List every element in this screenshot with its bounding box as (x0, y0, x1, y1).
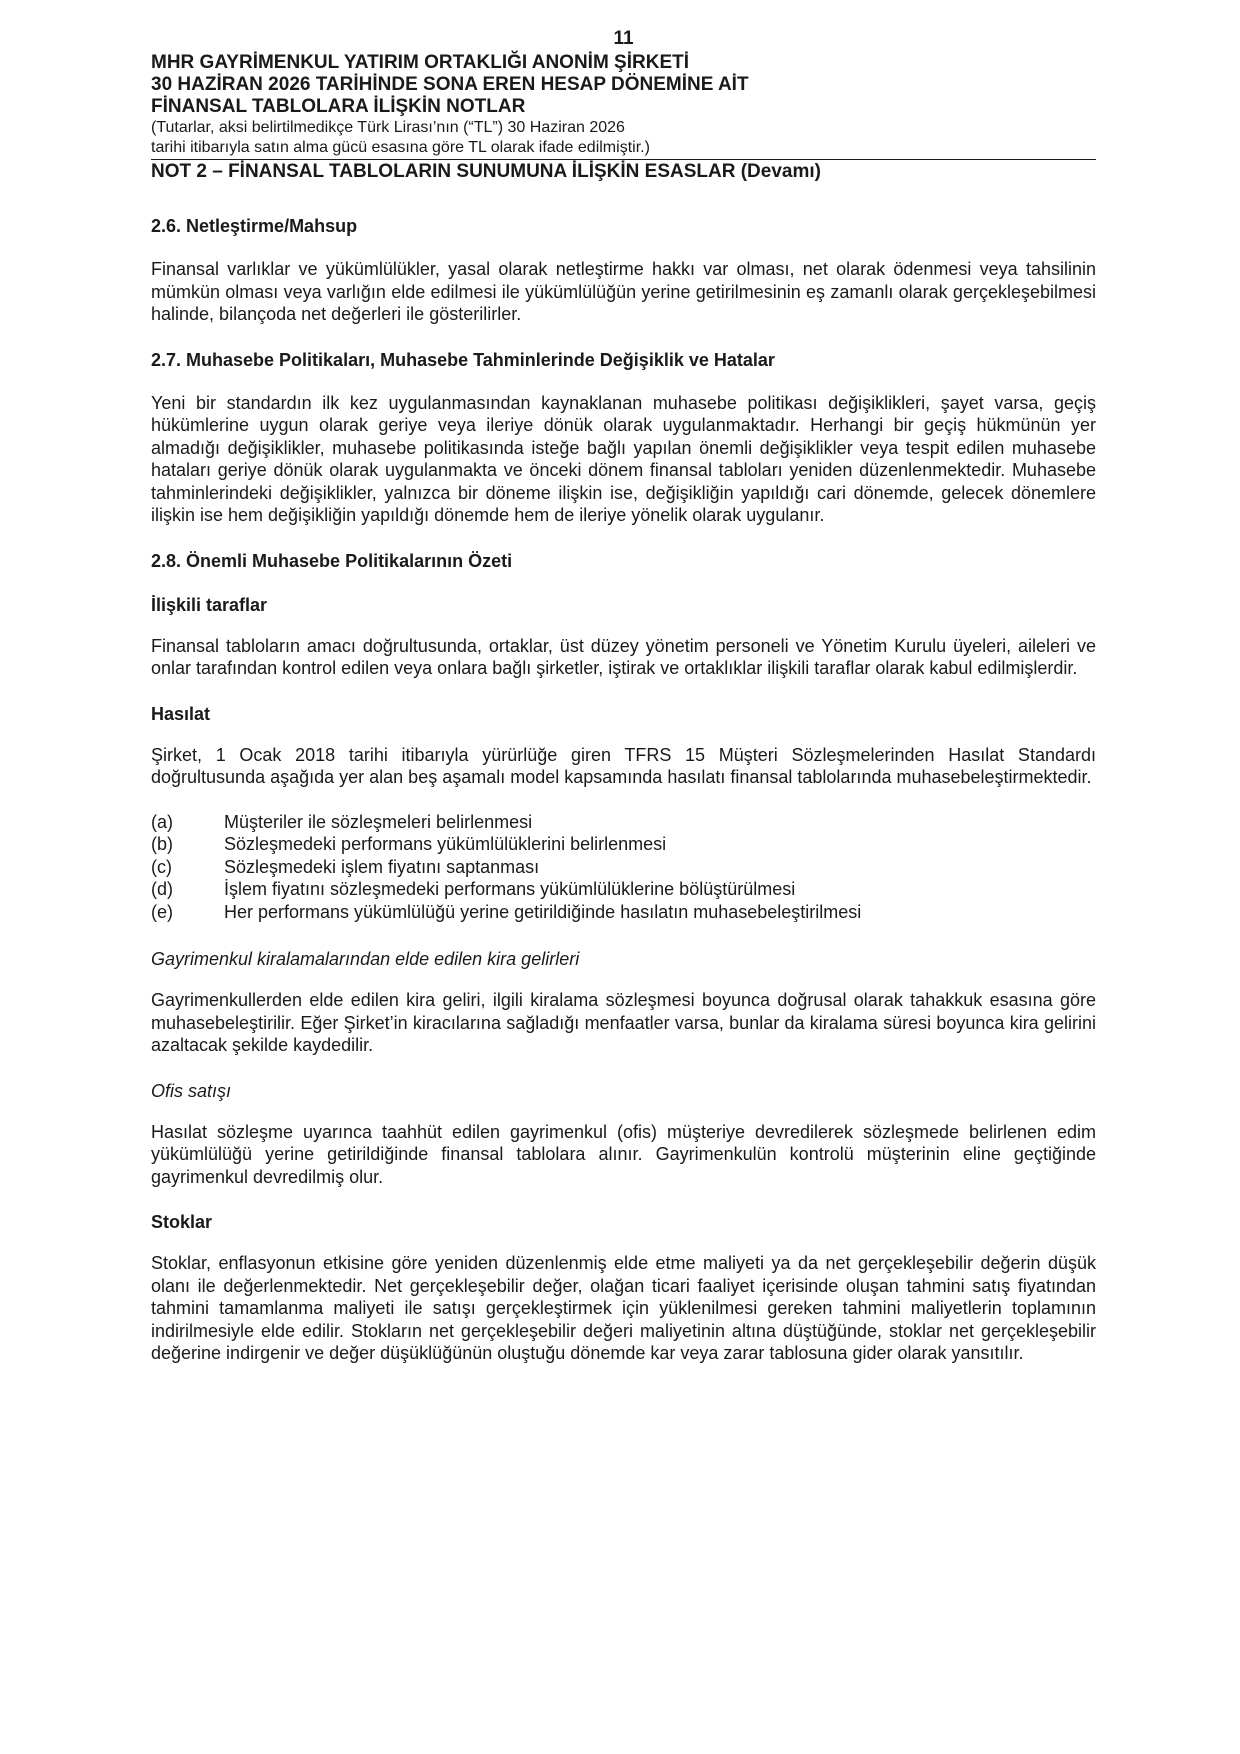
paragraph: Hasılat sözleşme uyarınca taahhüt edilen gayrimenkul (ofis) müşteriye devredilerek sözleşmede belirlenen edim yükümlülüğü yerine getirildiğinde finansal tablolara alınır. Gayrimenkulün kontrolü müşterinin eline geçtiğinde gayrimenkul devredilmiş olur. (151, 1121, 1096, 1187)
period-title: 30 HAZİRAN 2026 TARİHİNDE SONA EREN HESAP DÖNEMİNE AİT (151, 74, 749, 95)
company-name: MHR GAYRİMENKUL YATIRIM ORTAKLIĞI ANONİM ŞİRKETİ (151, 52, 690, 73)
note-title: NOT 2 – FİNANSAL TABLOLARIN SUNUMUNA İLİŞKİN ESASLAR (Devamı) (151, 161, 821, 182)
list-item-text: Müşteriler ile sözleşmeleri belirlenmesi (224, 811, 533, 832)
section-2-6 (151, 214, 1096, 326)
list-item (151, 833, 1096, 856)
currency-note-line1: (Tutarlar, aksi belirtilmedikçe Türk Lirası’nın (“TL”) 30 Haziran 2026 (151, 119, 625, 136)
paragraph: Yeni bir standardın ilk kez uygulanmasından kaynaklanan muhasebe politikası değişiklikleri, şayet varsa, geçiş hükümlerine uygun olarak geriye veya ileriye dönük olarak uygulanmaktadır. Herhangi bir geçiş hükmünün yer almadığı değişiklikler, muhasebe politikasında isteğe bağlı yapılan önemli değişiklikler veya tespit edilen muhasebe hataları geriye dönük olarak uygulanmakta ve önceki dönem finansal tabloları yeniden düzenlenmektedir. Muhasebe tahminlerindeki değişiklikler, yalnızca bir döneme ilişkin ise, değişikliğin yapıldığı cari dönemde, gelecek dönemlere ilişkin ise hem değişikliğin yapıldığı dönemde hem de ileriye yönelik olarak uygulanır. (151, 392, 1096, 525)
list-marker: (d) (151, 879, 173, 899)
revenue-steps-list (151, 811, 1096, 924)
subheading-rental-income: Gayrimenkul kiralamalarından elde edilen kira gelirleri (151, 949, 580, 969)
paragraph: Finansal varlıklar ve yükümlülükler, yasal olarak netleştirme hakkı var olması, net olarak ödenmesi veya tahsilinin mümkün olması veya varlığın elde edilmesi ile yükümlülüğün yerine getirilmesinin eş zamanlı olarak gerçekleşebilmesi halinde, bilançoda net değerleri ile gösterilirler. (151, 259, 1096, 324)
notes-title: FİNANSAL TABLOLARA İLİŞKİN NOTLAR (151, 96, 526, 117)
list-item-text: Her performans yükümlülüğü yerine getirildiğinde hasılatın muhasebeleştirilmesi (224, 901, 862, 922)
document-page (151, 28, 1096, 1387)
paragraph: Gayrimenkullerden elde edilen kira geliri, ilgili kiralama sözleşmesi boyunca doğrusal olarak tahakkuk esasına göre muhasebeleştirilir. Eğer Şirket’in kiracılarına sağladığı menfaatler varsa, bunlar da kiralama süresi boyunca kira gelirini azaltacak şekilde kaydedilir. (151, 990, 1096, 1055)
section-heading: 2.8. Önemli Muhasebe Politikalarının Özeti (151, 550, 513, 571)
currency-note-line2: tarihi itibarıyla satın alma gücü esasına göre TL olarak ifade edilmiştir.) (151, 139, 650, 156)
section-heading: 2.6. Netleştirme/Mahsup (151, 216, 358, 236)
list-item (151, 811, 1096, 834)
subsection-heading-revenue: Hasılat (151, 703, 211, 724)
subsection-heading-related-parties: İlişkili taraflar (151, 594, 268, 615)
section-2-7 (151, 348, 1096, 527)
list-item (151, 901, 1096, 924)
list-marker: (b) (151, 834, 173, 854)
paragraph: Stoklar, enflasyonun etkisine göre yeniden düzenlenmiş elde etme maliyeti ya da net gerçekleşebilir değerin düşük olanı ile değerlenmektedir. Net gerçekleşebilir değer, olağan ticari faaliyet içerisinde oluşan tahmini satış fiyatından tahmini tamamlanma maliyeti ile satışı gerçekleştirmek için yüklenilmesi gereken tahmini maliyetlerin toplamının indirilmesiyle elde edilir. Stokların net gerçekleşebilir değeri maliyetinin altına düştüğünde, stoklar net gerçekleşebilir değerine indirgenir ve değer düşüklüğünün oluştuğu dönemde kar veya zarar tablosuna gider olarak yansıtılır. (151, 1253, 1096, 1363)
list-marker: (e) (151, 901, 173, 922)
list-marker: (a) (151, 811, 173, 832)
page-number: 11 (613, 28, 634, 49)
section-2-8 (151, 549, 1096, 1365)
document-header (151, 52, 1096, 160)
list-item (151, 878, 1096, 901)
list-item-text: Sözleşmedeki performans yükümlülüklerini belirlenmesi (224, 834, 667, 854)
list-item-text: İşlem fiyatını sözleşmedeki performans yükümlülüklerine bölüştürülmesi (224, 879, 796, 899)
section-heading: 2.7. Muhasebe Politikaları, Muhasebe Tahminlerinde Değişiklik ve Hatalar (151, 349, 775, 370)
subsection-heading-inventory: Stoklar (151, 1212, 213, 1232)
list-item (151, 856, 1096, 879)
paragraph: Şirket, 1 Ocak 2018 tarihi itibarıyla yürürlüğe giren TFRS 15 Müşteri Sözleşmelerinden Hasılat Standardı doğrultusunda aşağıda yer alan beş aşamalı model kapsamında hasılatı finansal tablolarında muhasebeleştirmektedir. (151, 744, 1096, 787)
list-marker: (c) (151, 856, 172, 877)
paragraph: Finansal tabloların amacı doğrultusunda, ortaklar, üst düzey yönetim personeli ve Yönetim Kurulu üyeleri, aileleri ve onlar tarafından kontrol edilen veya onlara bağlı şirketler, iştirak ve ortaklıklar ilişkili taraflar olarak kabul edilmişlerdir. (151, 635, 1096, 678)
list-item-text: Sözleşmedeki işlem fiyatını saptanması (224, 856, 540, 877)
subheading-office-sales: Ofis satışı (151, 1080, 232, 1101)
